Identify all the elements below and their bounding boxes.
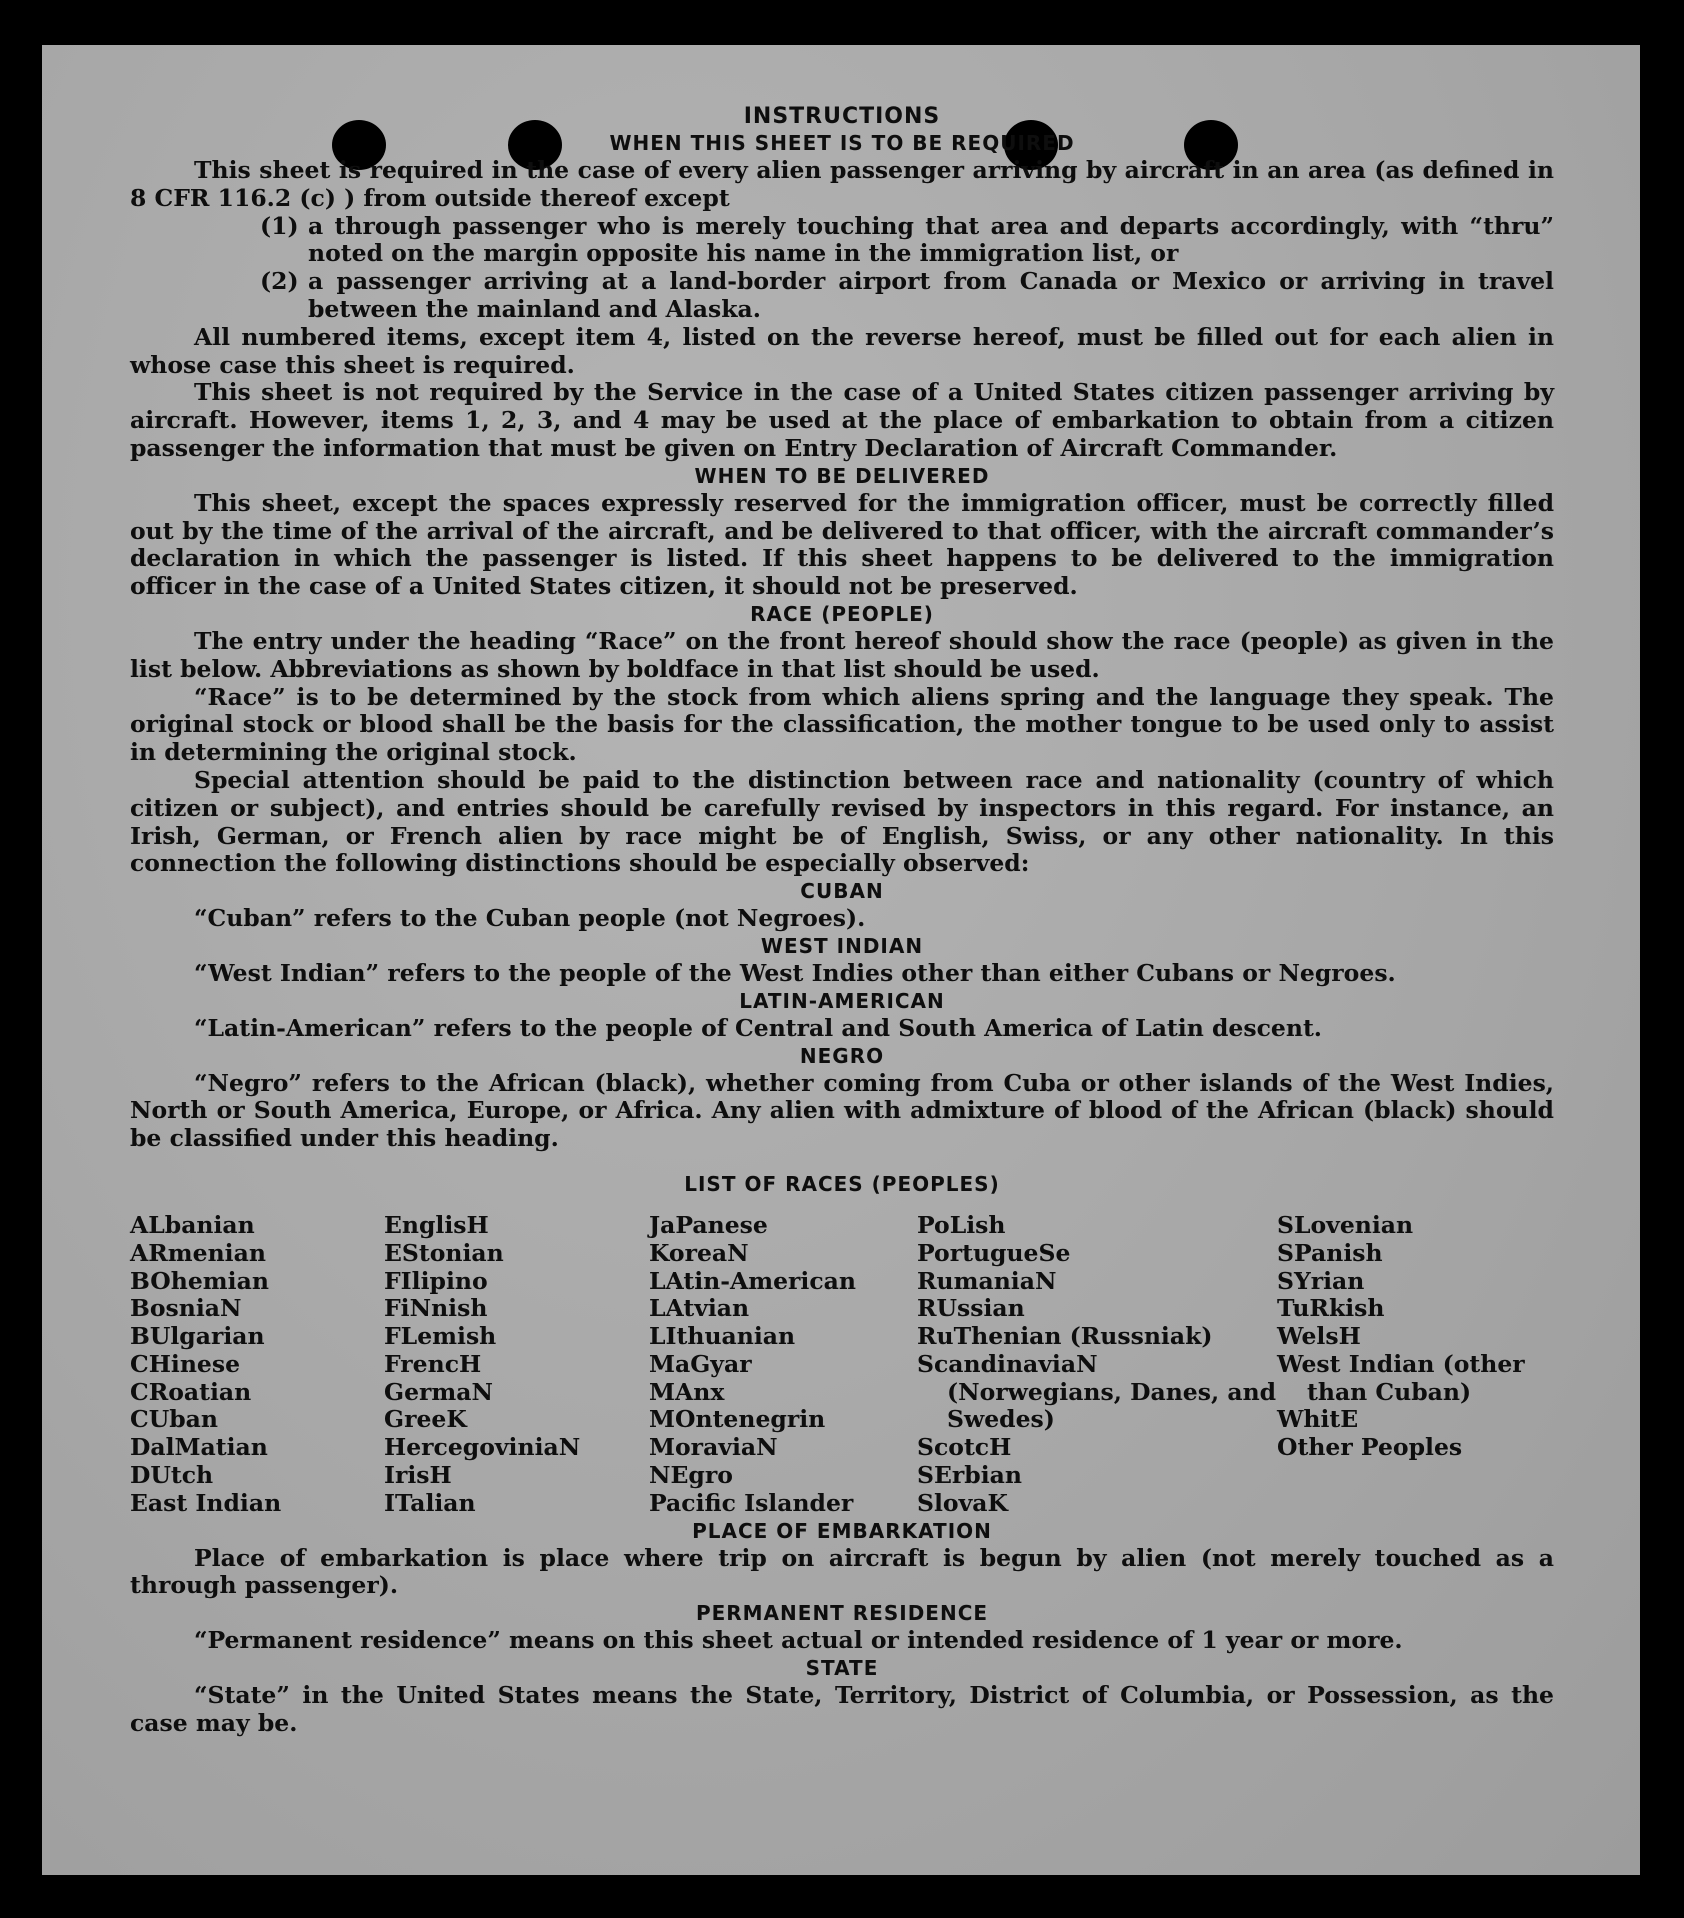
race-entry: MAnx	[649, 1377, 725, 1406]
race-list	[130, 1212, 1554, 1518]
exception-item	[130, 268, 1554, 324]
exception-number: (1)	[260, 211, 299, 240]
race-entry: RuThenian (Russniak)	[917, 1322, 1213, 1351]
race-entry: MaGyar	[649, 1349, 752, 1378]
race-entry: SlovaK	[917, 1488, 1008, 1517]
race-entry: LAtin-American	[649, 1266, 856, 1295]
race-entry: IrisH	[384, 1461, 452, 1490]
race-entry: BUlgarian	[130, 1322, 265, 1351]
race-entry: ITalian	[384, 1488, 476, 1517]
section-heading-cuban: CUBAN	[800, 879, 884, 904]
race-column	[384, 1212, 649, 1518]
race-entry: ALbanian	[130, 1210, 255, 1239]
race-entry: LAtvian	[649, 1294, 750, 1323]
section-heading-when-delivered: WHEN TO BE DELIVERED	[694, 463, 990, 488]
west-indian-text: “West Indian” refers to the people of the West Indies other than either Cubans or Negroes.	[194, 958, 1396, 987]
place-of-embarkation-text: Place of embarkation is place where trip on aircraft is begun by alien (not merely touched as a through passenger).	[130, 1543, 1554, 1600]
race-entry: HercegoviniaN	[384, 1433, 581, 1462]
section-heading-when-required: WHEN THIS SHEET IS TO BE REQUIRED	[609, 131, 1075, 155]
race-entry: GermaN	[384, 1377, 493, 1406]
race-entry: FrencH	[384, 1349, 482, 1378]
race-paragraph: “Race” is to be determined by the stock from which aliens spring and the language they speak. The original stock or blood shall be the basis for the classification, the mother tongue to be used only to assist in determining the original stock.	[130, 682, 1554, 767]
document-title: INSTRUCTIONS	[743, 104, 941, 129]
when-required-intro: This sheet is required in the case of every alien passenger arriving by aircraft in an area (as defined in 8 CFR 116.2 (c) ) from outside thereof except	[130, 156, 1554, 212]
race-entry: SErbian	[917, 1461, 1022, 1490]
race-entry: RumaniaN	[917, 1266, 1057, 1295]
section-heading-permanent-residence: PERMANENT RESIDENCE	[695, 1601, 989, 1626]
race-entry: SPanish	[1277, 1238, 1383, 1267]
race-entry: MoraviaN	[649, 1433, 778, 1462]
race-entry: KoreaN	[649, 1238, 749, 1267]
race-entry: NEgro	[649, 1461, 733, 1490]
when-delivered-text: This sheet, except the spaces expressly reserved for the immigration officer, must be correctly filled out by the time of the arrival of the aircraft, and be delivered to that officer, with the aircraft commander’s declaration in which the passenger is listed. If this sheet happens to be delivered to the immigration officer in the case of a United States citizen, it should not be preserved.	[130, 488, 1554, 601]
exception-item	[130, 213, 1554, 269]
race-column	[1277, 1212, 1554, 1518]
race-entry: CUban	[130, 1405, 218, 1434]
race-entry: ScotcH	[917, 1433, 1012, 1462]
negro-text: “Negro” refers to the African (black), whether coming from Cuba or other islands of the West Indies, North or South America, Europe, or Africa. Any alien with admixture of blood of the African (black) should be classified under this heading.	[130, 1068, 1554, 1153]
race-entry: EnglisH	[384, 1210, 489, 1239]
section-heading-negro: NEGRO	[799, 1043, 885, 1068]
race-entry: PortugueSe	[917, 1238, 1071, 1267]
section-heading-list-of-races: LIST OF RACES (PEOPLES)	[684, 1171, 1000, 1196]
when-required-paragraph: This sheet is not required by the Service in the case of a United States citizen passenger arriving by aircraft. However, items 1, 2, 3, and 4 may be used at the place of embarkation to obtain from a citizen passenger the information that must be given on Entry Declaration of Aircraft Commander.	[130, 378, 1554, 462]
exception-text: a passenger arriving at a land-border airport from Canada or Mexico or arriving in travel between the mainland and Alaska.	[308, 267, 1554, 323]
exception-number: (2)	[260, 267, 299, 296]
race-entry: FLemish	[384, 1322, 497, 1351]
race-entry: FIlipino	[384, 1266, 488, 1295]
cuban-text: “Cuban” refers to the Cuban people (not Negroes).	[194, 904, 866, 933]
race-entry: Pacific Islander	[649, 1488, 854, 1517]
race-entry: CHinese	[130, 1349, 241, 1378]
section-heading-place-of-embarkation: PLACE OF EMBARKATION	[692, 1518, 992, 1543]
race-entry: EStonian	[384, 1238, 504, 1267]
race-entry: DUtch	[130, 1461, 214, 1490]
when-required-paragraph: All numbered items, except item 4, listed on the reverse hereof, must be filled out for each alien in whose case this sheet is required.	[130, 322, 1554, 379]
race-entry: BosniaN	[130, 1294, 242, 1323]
race-entry: BOhemian	[130, 1266, 269, 1295]
permanent-residence-text: “Permanent residence” means on this sheet actual or intended residence of 1 year or more.	[194, 1626, 1403, 1655]
race-entry: JaPanese	[649, 1210, 768, 1239]
race-entry: ScandinaviaN (Norwegians, Danes, and Swedes)	[917, 1349, 1277, 1434]
race-entry: PoLish	[917, 1210, 1006, 1239]
section-heading-west-indian: WEST INDIAN	[760, 933, 924, 958]
race-entry: DalMatian	[130, 1433, 268, 1462]
document-sheet	[42, 45, 1640, 1875]
section-heading-latin-american: LATIN-AMERICAN	[739, 988, 945, 1013]
race-entry: FiNnish	[384, 1294, 488, 1323]
race-entry: East Indian	[130, 1488, 282, 1517]
race-entry: MOntenegrin	[649, 1405, 826, 1434]
race-entry: WhitE	[1277, 1405, 1359, 1434]
race-entry: SLovenian	[1277, 1210, 1414, 1239]
latin-american-text: “Latin-American” refers to the people of Central and South America of Latin descent.	[194, 1013, 1322, 1042]
race-entry: LIthuanian	[649, 1322, 796, 1351]
instructions-content	[130, 103, 1554, 1738]
race-paragraph: The entry under the heading “Race” on the front hereof should show the race (people) as given in the list below. Abbreviations as shown by boldface in that list should be used.	[130, 626, 1554, 683]
race-entry: CRoatian	[130, 1377, 252, 1406]
race-entry: RUssian	[917, 1294, 1025, 1323]
race-entry: TuRkish	[1277, 1294, 1385, 1323]
state-text: “State” in the United States means the State, Territory, District of Columbia, or Possession, as the case may be.	[130, 1681, 1554, 1737]
race-column	[649, 1212, 917, 1518]
race-entry: GreeK	[384, 1405, 467, 1434]
race-entry: Other Peoples	[1277, 1433, 1463, 1462]
race-paragraph: Special attention should be paid to the distinction between race and nationality (country of which citizen or subject), and entries should be carefully revised by inspectors in this regard. For instance, an Irish, German, or French alien by race might be of English, Swiss, or any other nationality. In this connection the following distinctions should be especially observed:	[130, 765, 1554, 878]
race-entry: WelsH	[1277, 1322, 1361, 1351]
race-entry: West Indian (other than Cuban)	[1277, 1349, 1525, 1406]
race-column	[130, 1212, 384, 1518]
section-heading-race: RACE (PEOPLE)	[750, 601, 934, 626]
section-heading-state: STATE	[805, 1656, 879, 1681]
race-entry: ARmenian	[130, 1238, 266, 1267]
exception-text: a through passenger who is merely touching that area and departs accordingly, with “thru” noted on the margin opposite his name in the immigration list, or	[308, 211, 1554, 268]
race-entry: SYrian	[1277, 1266, 1365, 1295]
race-column	[917, 1212, 1277, 1518]
